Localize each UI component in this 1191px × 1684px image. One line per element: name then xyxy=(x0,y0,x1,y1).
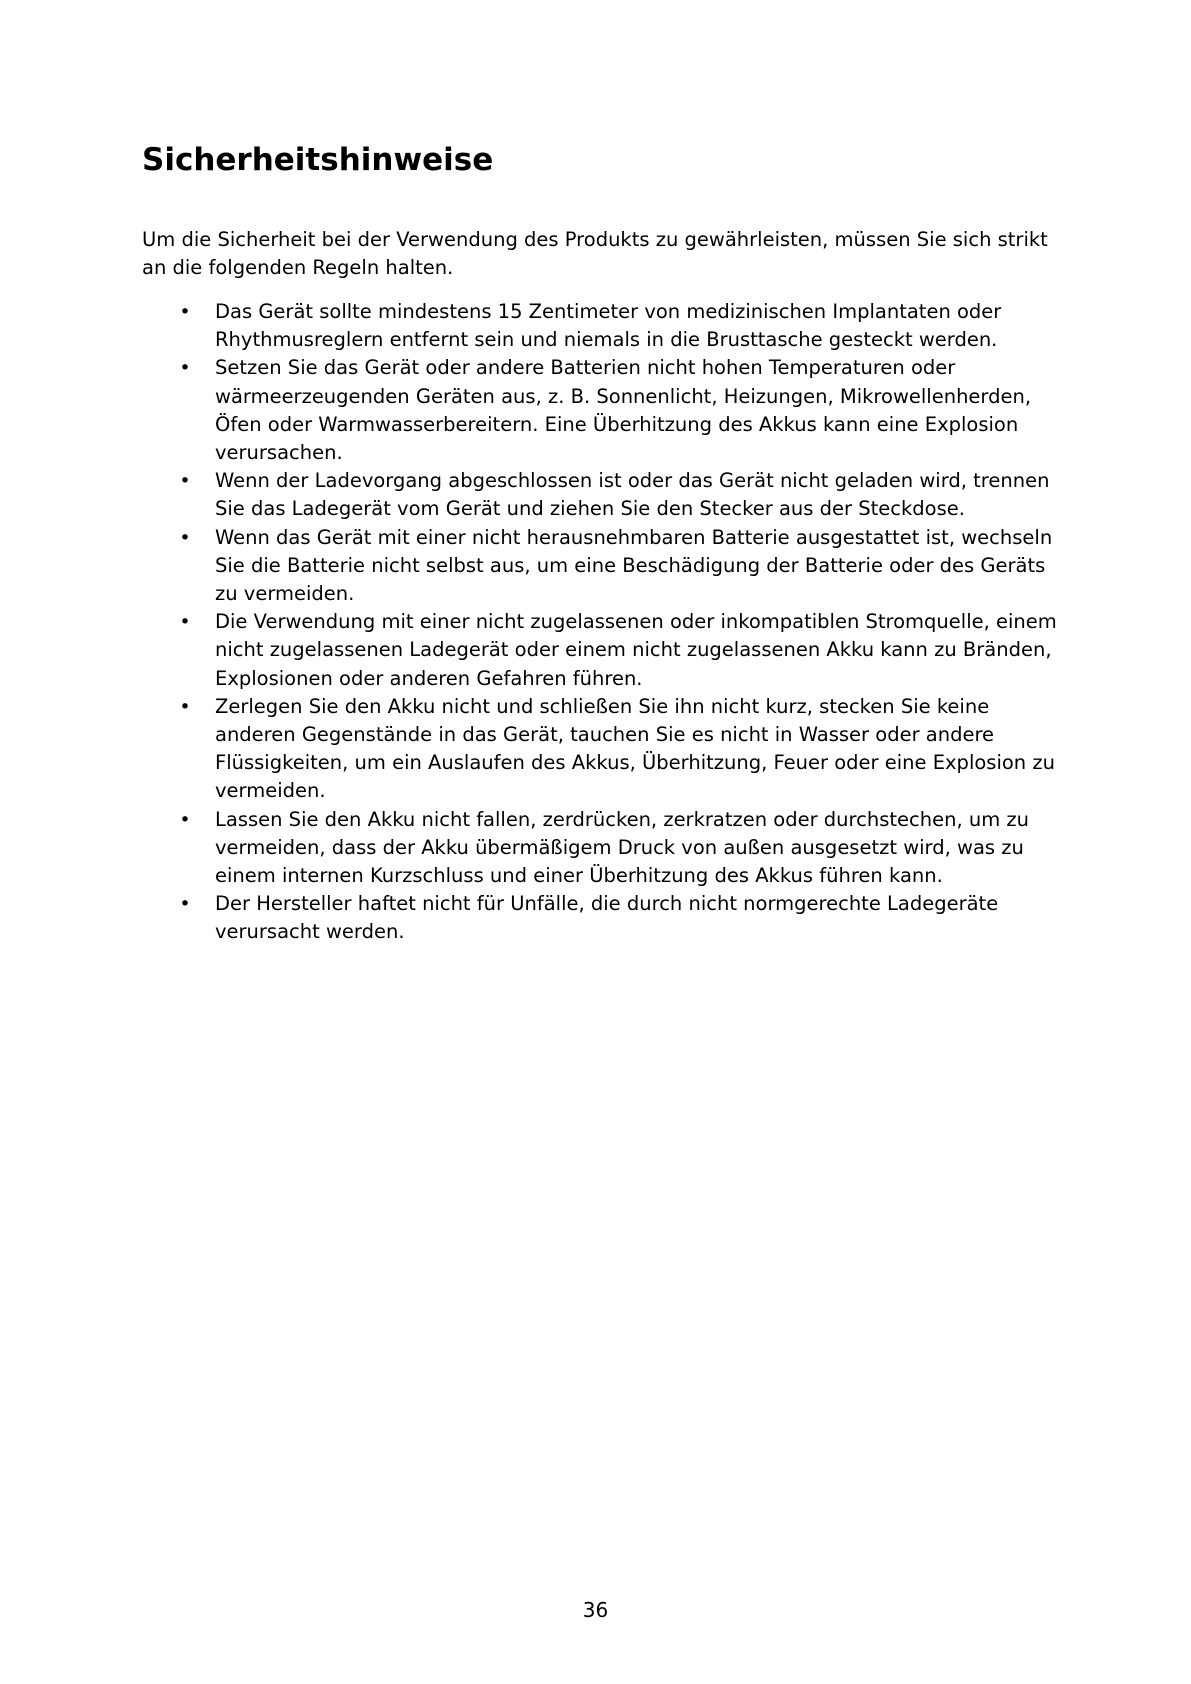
list-item-text: Wenn der Ladevorgang abgeschlossen ist oder das Gerät nicht geladen wird, trennen Sie das Ladegerät vom Gerät und ziehen Sie den Stecker aus der Steckdose. xyxy=(215,469,1050,521)
bullet-icon: • xyxy=(179,357,191,380)
bullet-icon: • xyxy=(179,526,191,549)
page-title: Sicherheitshinweise xyxy=(142,142,494,178)
bullet-icon: • xyxy=(179,301,191,323)
safety-rules-list xyxy=(142,298,1062,947)
bullet-icon: • xyxy=(179,611,191,634)
list-item-text: Lassen Sie den Akku nicht fallen, zerdrücken, zerkratzen oder durchstechen, um zu vermeiden, dass der Akku übermäßigem Druck von außen ausgesetzt wird, was zu einem internen Kurzschluss und einer Überhitzung des Akkus führen kann. xyxy=(215,807,1029,888)
list-item-text: Das Gerät sollte mindestens 15 Zentimeter von medizinischen Implantaten oder Rhythmusreglern entfernt sein und niemals in die Brusttasche gesteckt werden. xyxy=(215,300,1002,352)
list-item xyxy=(142,524,1062,609)
list-item xyxy=(142,608,1062,693)
intro-paragraph: Um die Sicherheit bei der Verwendung des Produkts zu gewährleisten, müssen Sie sich strikt an die folgenden Regeln halten. xyxy=(142,228,1048,279)
list-item xyxy=(142,298,1062,354)
list-item-text: Zerlegen Sie den Akku nicht und schließen Sie ihn nicht kurz, stecken Sie keine anderen Gegenstände in das Gerät, tauchen Sie es nicht in Wasser oder andere Flüssigkeiten, um ein Auslaufen des Akkus, Überhitzung, Feuer oder eine Explosion zu vermeiden. xyxy=(215,694,1055,803)
list-item xyxy=(142,354,1062,467)
bullet-icon: • xyxy=(179,893,191,916)
page-number: 36 xyxy=(582,1598,609,1622)
bullet-icon: • xyxy=(179,695,191,718)
list-item xyxy=(142,693,1062,806)
list-item-text: Der Hersteller haftet nicht für Unfälle, die durch nicht normgerechte Ladegeräte verursacht werden. xyxy=(215,892,999,944)
bullet-icon: • xyxy=(179,470,191,493)
list-item xyxy=(142,890,1062,946)
list-item-text: Setzen Sie das Gerät oder andere Batterien nicht hohen Temperaturen oder wärmeerzeugenden Geräten aus, z. B. Sonnenlicht, Heizungen, Mikrowellenherden, Öfen oder Warmwasserbereitern. Eine Überhitzung des Akkus kann eine Explosion verursachen. xyxy=(215,356,1032,465)
list-item xyxy=(142,806,1062,891)
list-item-text: Wenn das Gerät mit einer nicht herausnehmbaren Batterie ausgestattet ist, wechseln Sie die Batterie nicht selbst aus, um eine Beschädigung der Batterie oder des Geräts zu vermeiden. xyxy=(215,525,1053,606)
list-item-text: Die Verwendung mit einer nicht zugelassenen oder inkompatiblen Stromquelle, einem nicht zugelassenen Ladegerät oder einem nicht zugelassenen Akku kann zu Bränden, Explosionen oder anderen Gefahren führen. xyxy=(215,610,1057,690)
list-item xyxy=(142,467,1062,523)
bullet-icon: • xyxy=(179,808,191,831)
